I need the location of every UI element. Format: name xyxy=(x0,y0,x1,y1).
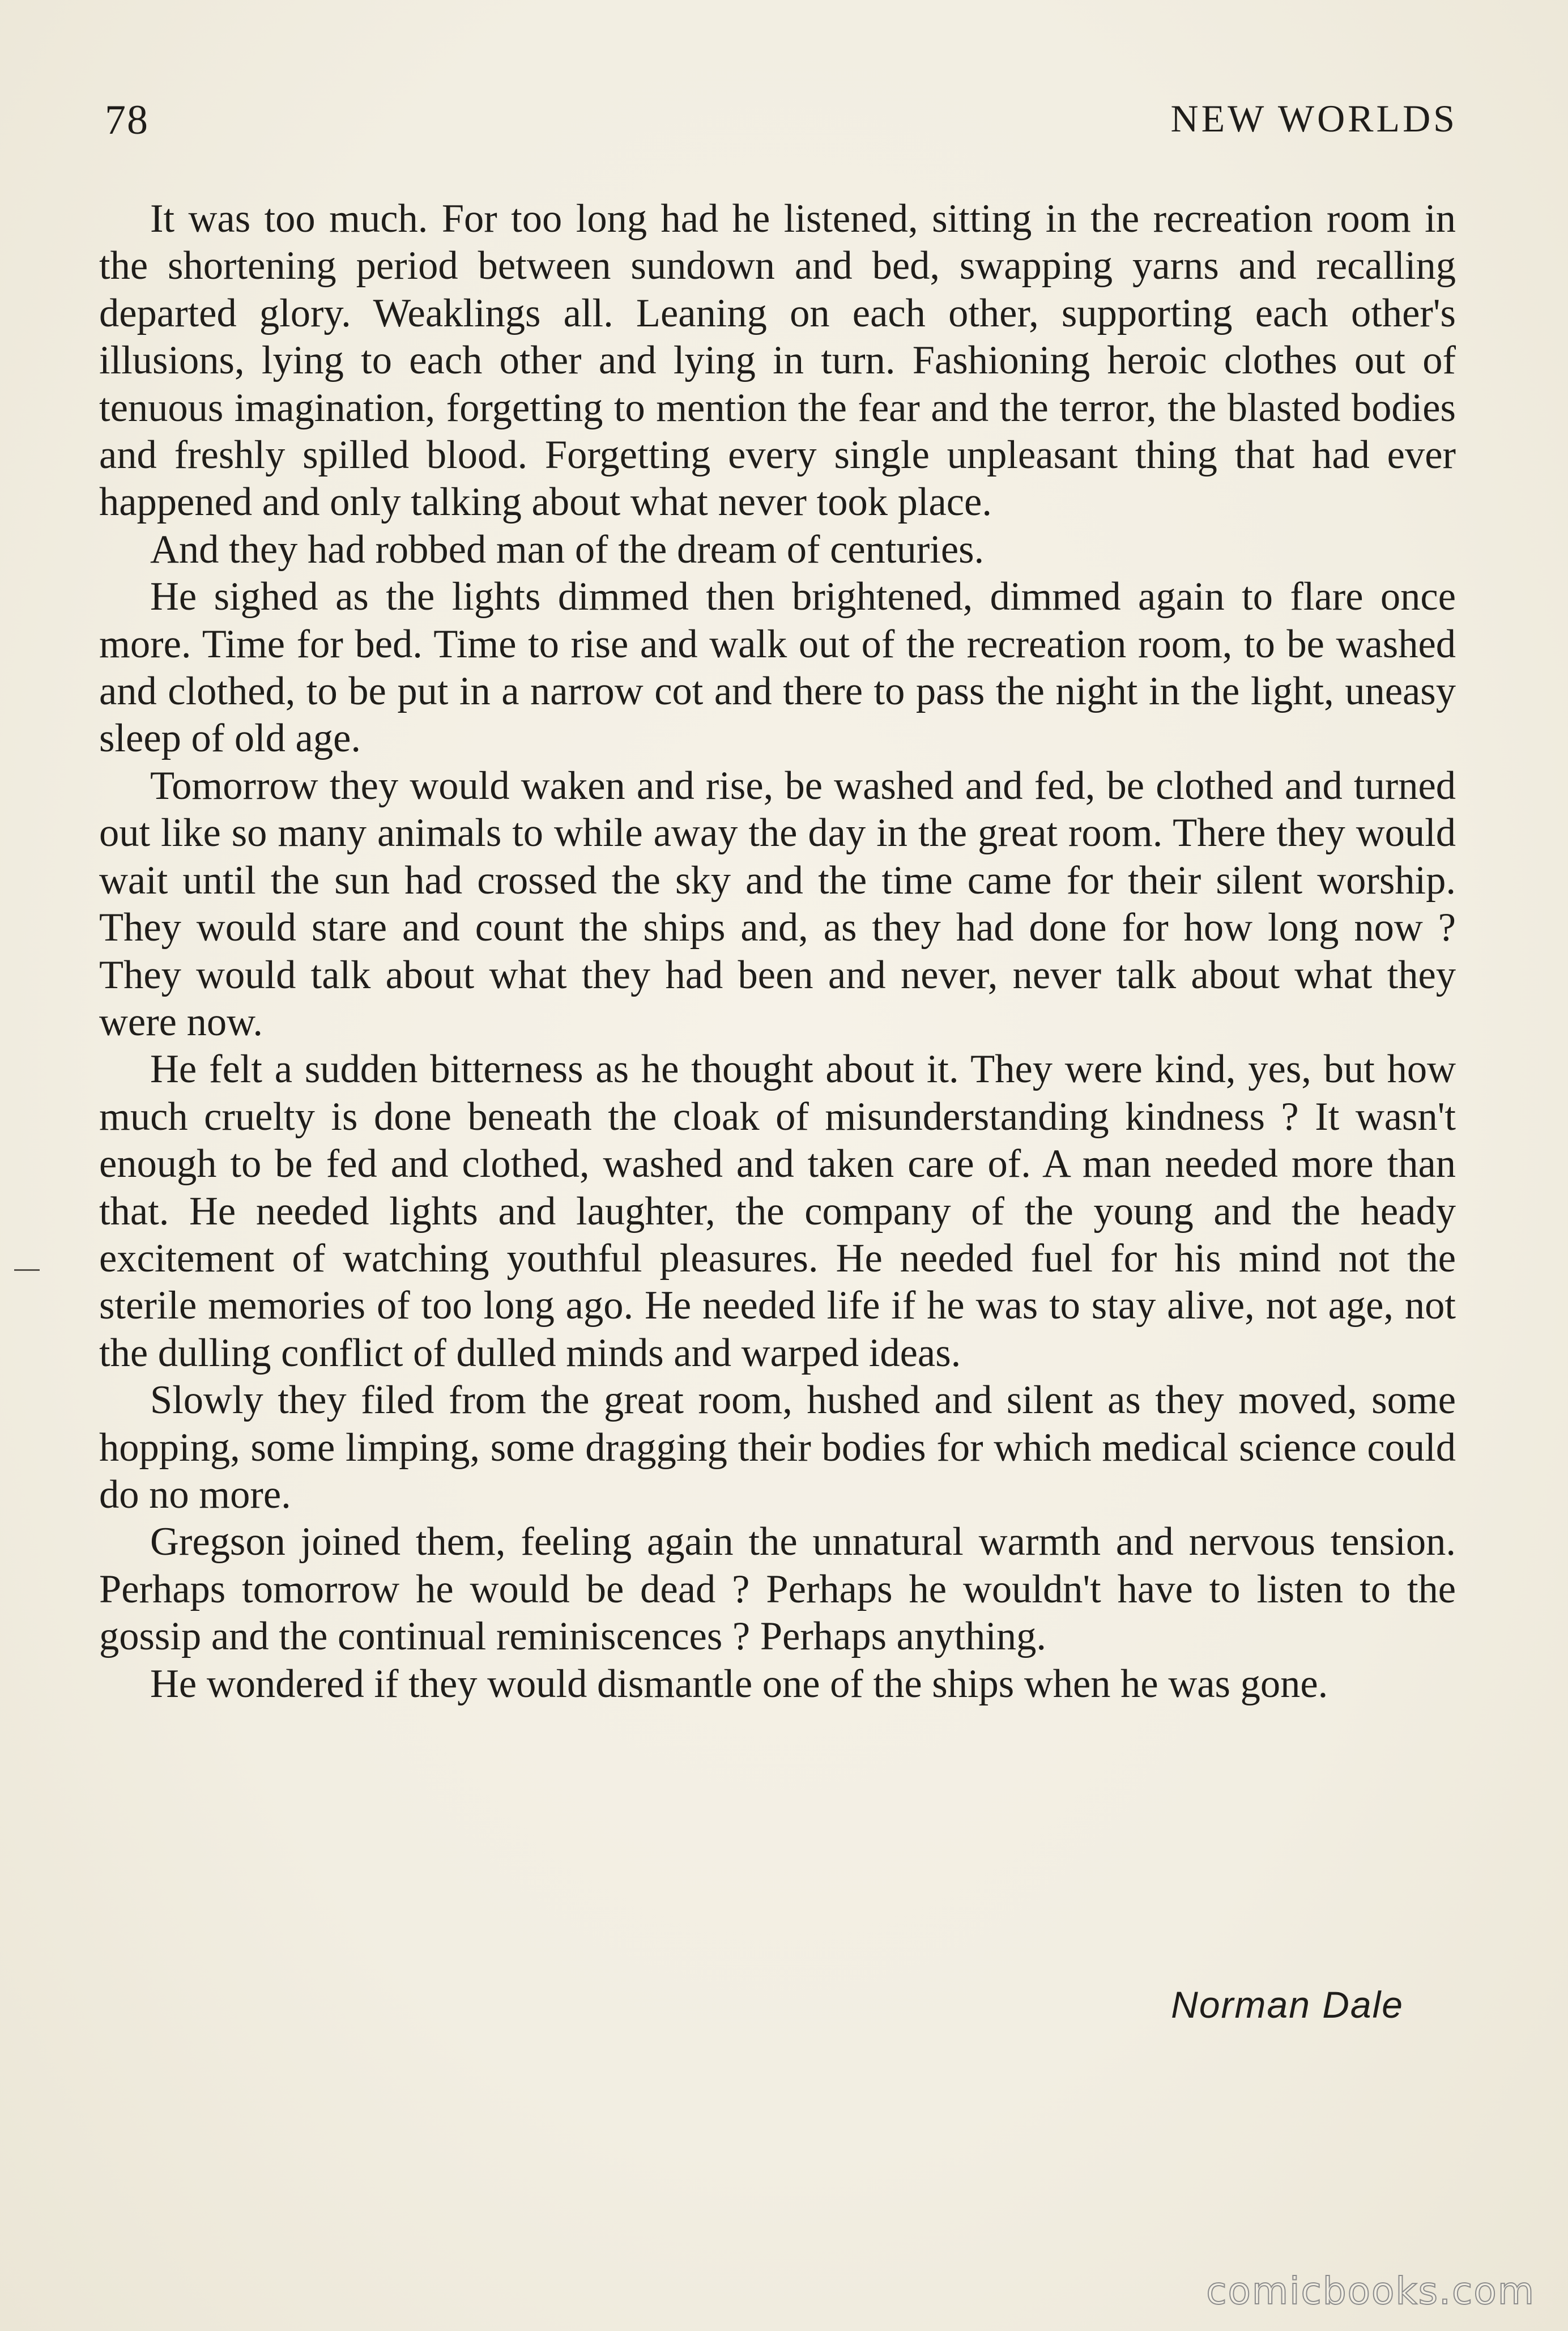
margin-mark xyxy=(14,1269,40,1271)
story-text xyxy=(99,195,1456,1708)
page-header xyxy=(105,96,1458,159)
running-head: NEW WORLDS xyxy=(1170,97,1458,140)
paragraph: Gregson joined them, feeling again the unnatural warmth and nervous tension. Perhaps tomorrow he would be dead ? Perhaps he wouldn't have to listen to the gossip and the continual reminiscences ? Perhaps anything. xyxy=(99,1520,1456,1659)
paragraph: He sighed as the lights dimmed then brightened, dimmed again to flare once more. Time for bed. Time to rise and walk out of the recreation room, to be washed and clothed, to be put in a narrow cot and there to pass the night in the light, uneasy sleep of old age. xyxy=(99,575,1456,761)
paragraph: It was too much. For too long had he listened, sitting in the recreation room in the shortening period between sundown and bed, swapping yarns and recalling departed glory. Weaklings all. Leaning on each other, supporting each other's illusions, lying to each other and lying in turn. Fashioning heroic clothes out of tenuous imagination, forgetting to mention the fear and the terror, the blasted bodies and freshly spilled blood. Forgetting every single unpleasant thing that had ever happened and only talking about what never took place. xyxy=(99,197,1456,525)
paragraph: Tomorrow they would waken and rise, be washed and fed, be clothed and turned out like so many animals to while away the day in the great room. There they would wait until the sun had crossed the sky and the time came for their silent worship. They would stare and count the ships and, as they had done for how long now ? They would talk about what they had been and never, never talk about what they were now. xyxy=(99,763,1456,1044)
paragraph: He felt a sudden bitterness as he thought about it. They were kind, yes, but how much cruelty is done beneath the cloak of misunderstanding kindness ? It wasn't enough to be fed and clothed, washed and taken care of. A man needed more than that. He needed lights and laughter, the company of the young and the heady excitement of watching youthful pleasures. He needed fuel for his mind not the sterile memories of too long ago. He needed life if he was to stay alive, not age, not the dulling conflict of dulled minds and warped ideas. xyxy=(99,1047,1456,1375)
author-signature: Norman Dale xyxy=(1171,1984,1404,2026)
paragraph: Slowly they filed from the great room, hushed and silent as they moved, some hopping, some limping, some dragging their bodies for which medical science could do no more. xyxy=(99,1378,1456,1517)
watermark: comicbooks.com xyxy=(1206,2269,1535,2313)
page-number: 78 xyxy=(105,97,149,143)
paragraph: He wondered if they would dismantle one of the ships when he was gone. xyxy=(150,1661,1328,1706)
paragraph: And they had robbed man of the dream of centuries. xyxy=(150,527,985,572)
